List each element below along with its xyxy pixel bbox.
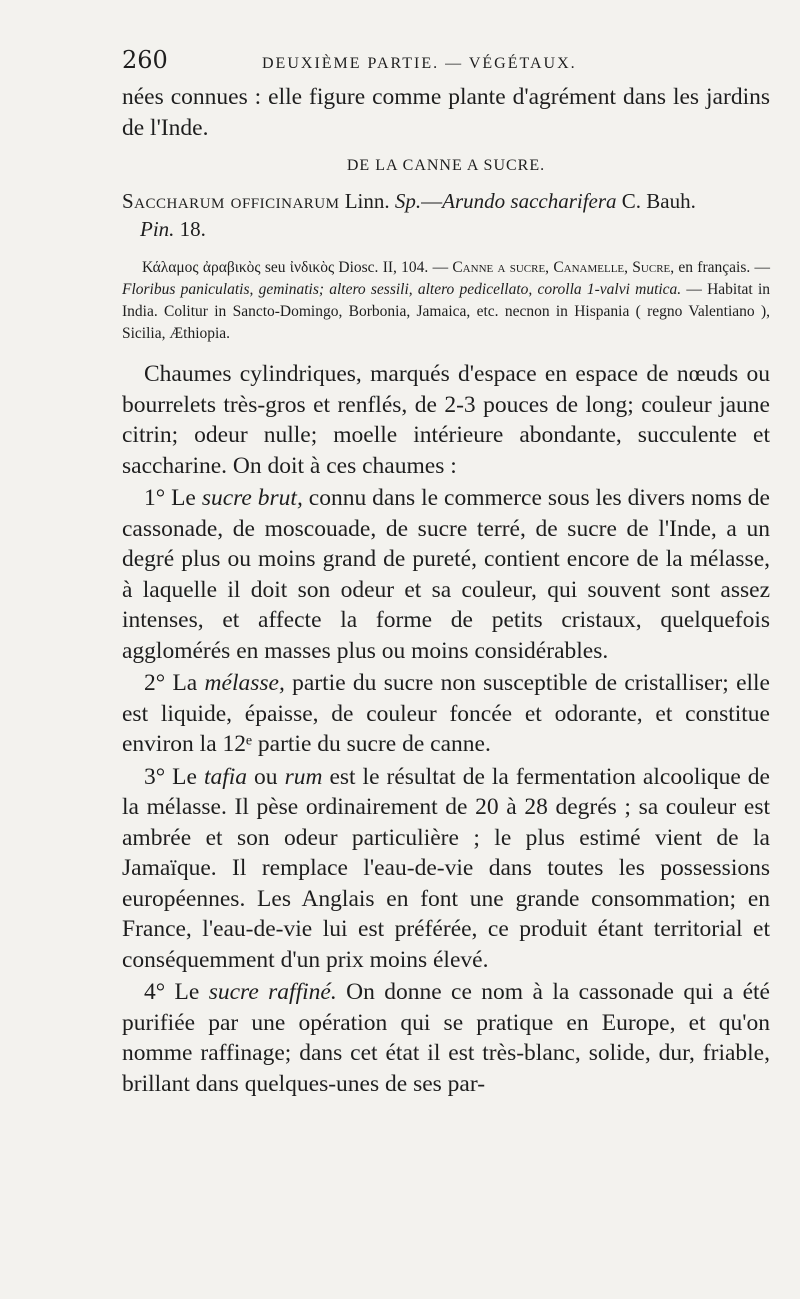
note-latin-description: Floribus paniculatis, geminatis; altero sessili, altero pedicellato, corolla 1-valvi mutica. — [122, 281, 682, 298]
botanical-synonym — [122, 187, 770, 243]
term-tafia: tafia — [203, 763, 248, 790]
pin-label: Pin. — [140, 217, 175, 241]
paragraph-melasse — [122, 668, 770, 760]
synonym-dash: — — [421, 189, 443, 213]
item-text: est le résultat de la fermentation alcoolique de la mélasse. Il pèse ordinairement de 20 à 28 degrés ; sa couleur est ambrée et son odeur particulière ; le plus estimé vient de la Jamaïque. Il remplace l'eau-de-vie dans toutes les possessions européennes. Les Anglais en font une grande consommation; en France, l'eau-de-vie lui est préférée, ce produit étant territorial et conséquemment d'un prix moins élevé. — [122, 763, 770, 973]
botanical-note — [122, 257, 770, 345]
paragraph-sucre-brut — [122, 483, 770, 666]
term-rum: rum — [284, 763, 323, 790]
item-text: connu dans le commerce sous les divers noms de cassonade, de moscouade, de sucre terré, de sucre de l'Inde, a un degré plus ou moins grand de pureté, contient encore de la mélasse, à laquelle il doit son odeur et sa couleur, qui souvent sont assez intenses, et affecte la forme de petits cristaux, quelquefois agglomérés en masses plus ou moins considérables. — [122, 485, 770, 664]
item-text: partie du sucre non susceptible de cristalliser; elle est liquide, épaisse, de couleur foncée et odorante, et constitue environ la 12ᵉ partie du sucre de canne. — [122, 670, 770, 757]
note-habitat: — Habitat in India. Colitur in Sancto-Domingo, Borbonia, Jamaica, etc. necnon in Hispania ( regno Valentiano ), Sicilia, Æthiopia. — [122, 281, 770, 342]
alt-species-author: C. Bauh. — [616, 189, 696, 213]
intro-paragraph: nées connues : elle figure comme plante d'agrément dans les jardins de l'Inde. — [122, 84, 770, 141]
pin-number: 18. — [174, 217, 206, 241]
species-author: Linn. — [339, 189, 395, 213]
alt-species-name: Arundo saccharifera — [442, 189, 617, 213]
item-number: 1° Le — [144, 485, 202, 511]
note-greek: Κάλαμος ἀραβικὸς seu ἰνδικὸς Diosc. II, 104. — — [142, 259, 453, 276]
paragraph-chaumes: Chaumes cylindriques, marqués d'espace en espace de nœuds ou bourrelets très-gros et renflés, de 2-3 pouces de long; couleur jaune citrin; odeur nulle; moelle intérieure abondante, succulente et saccharine. On doit à ces chaumes : — [122, 361, 770, 479]
term-sucre-brut: sucre brut, — [201, 485, 303, 511]
item-number: 2° La — [144, 670, 205, 696]
running-header — [122, 46, 770, 74]
running-title: DEUXIÈME PARTIE. — VÉGÉTAUX. — [262, 55, 577, 72]
item-number: 4° Le — [144, 979, 209, 1005]
section-title: DE LA CANNE A SUCRE. — [346, 157, 546, 174]
species-sp: Sp. — [394, 189, 422, 213]
page-number: 260 — [122, 46, 168, 74]
item-number: 3° Le — [144, 763, 204, 790]
paragraph-sucre-raffine — [122, 977, 770, 1099]
item-text: On donne ce nom à la cassonade qui a été purifiée par une opération qui se pratique en Europe, et qu'on nomme raffinage; dans cet état il est très-blanc, solide, dur, friable, brillant dans quelques-unes de ses par- — [122, 979, 770, 1097]
item-connector: ou — [247, 763, 285, 790]
term-melasse: mélasse, — [204, 670, 285, 696]
term-sucre-raffine: sucre raffiné. — [208, 979, 337, 1005]
paragraph-tafia — [122, 762, 770, 976]
note-french: , en français. — — [670, 259, 770, 276]
species-name: Saccharum officinarum — [122, 189, 340, 213]
note-common-names: Canne a sucre, Canamelle, Sucre — [452, 259, 671, 276]
